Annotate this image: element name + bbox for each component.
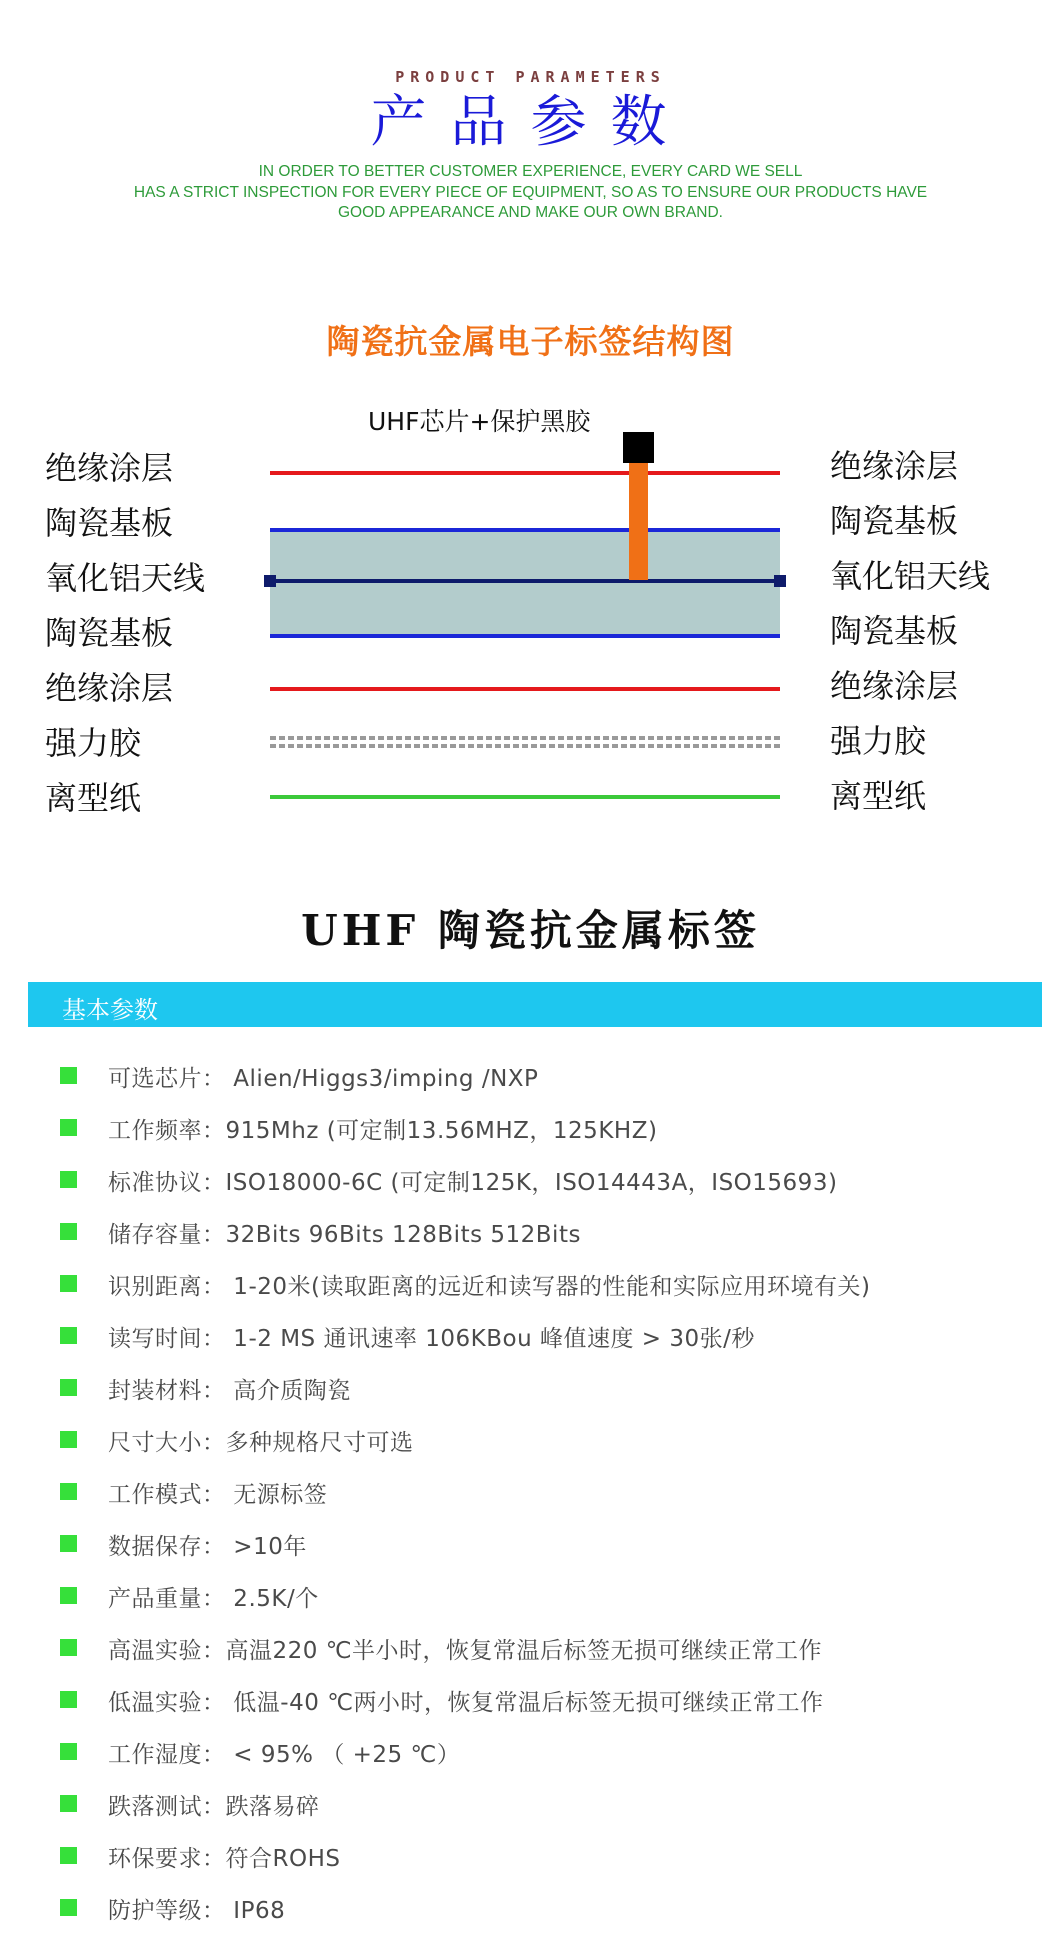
right-label-insulation-bottom: 绝缘涂层 [830,667,959,705]
param-text: 识别距离： 1-20米(读取距离的远近和读写器的性能和实际应用环境有关) [108,1274,871,1300]
param-item [60,1886,1040,1938]
square-bullet-icon [60,1223,77,1240]
param-text: 工作频率：915Mhz (可定制13.56MHZ，125KHZ) [108,1118,658,1144]
param-text: 读写时间： 1-2 MS 通讯速率 106KBou 峰值速度 > 30张/秒 [108,1326,755,1352]
cn-page-title: 产品参数 [370,90,691,155]
uhf-chip [623,432,654,463]
param-text: 工作模式： 无源标签 [108,1482,328,1508]
right-label-release-paper: 离型纸 [830,777,927,815]
square-bullet-icon [60,1483,77,1500]
chip-lead [629,458,648,580]
param-text: 数据保存： >10年 [108,1534,307,1560]
param-item [60,1210,1040,1262]
param-item [60,1418,1040,1470]
square-bullet-icon [60,1691,77,1708]
param-text: 封装材料： 高介质陶瓷 [108,1378,351,1404]
param-text: 防护等级： IP68 [108,1898,286,1924]
right-label-ceramic-bottom: 陶瓷基板 [830,612,959,650]
left-label-ceramic-top: 陶瓷基板 [45,504,174,542]
param-item [60,1574,1040,1626]
right-label-ceramic-top: 陶瓷基板 [830,502,959,540]
left-label-ceramic-bottom: 陶瓷基板 [45,614,174,652]
param-text: 可选芯片： Alien/Higgs3/imping /NXP [108,1066,539,1092]
square-bullet-icon [60,1327,77,1344]
right-label-insulation-top: 绝缘涂层 [830,447,959,485]
diagram-title: 陶瓷抗金属电子标签结构图 [326,322,735,361]
param-text: 低温实验： 低温-40 ℃两小时，恢复常温后标签无损可继续正常工作 [108,1690,824,1716]
square-bullet-icon [60,1847,77,1864]
param-item [60,1522,1040,1574]
param-text: 产品重量： 2.5K/个 [108,1586,319,1612]
param-text: 储存容量：32Bits 96Bits 128Bits 512Bits [108,1222,581,1248]
section-title: 基本参数 [62,996,158,1024]
left-label-release-paper: 离型纸 [45,779,142,817]
square-bullet-icon [60,1743,77,1760]
square-bullet-icon [60,1639,77,1656]
square-bullet-icon [60,1431,77,1448]
square-bullet-icon [60,1535,77,1552]
left-label-antenna: 氧化铝天线 [45,559,206,597]
left-label-insulation-bottom: 绝缘涂层 [45,669,174,707]
right-label-antenna: 氧化铝天线 [830,557,991,595]
left-label-insulation-top: 绝缘涂层 [45,449,174,487]
square-bullet-icon [60,1171,77,1188]
param-item [60,1626,1040,1678]
intro-line: GOOD APPEARANCE AND MAKE OUR OWN BRAND. [338,204,723,221]
square-bullet-icon [60,1275,77,1292]
left-label-adhesive: 强力胶 [45,724,142,762]
square-bullet-icon [60,1795,77,1812]
intro-line: IN ORDER TO BETTER CUSTOMER EXPERIENCE, EVERY CARD WE SELL [258,163,803,180]
chip-label: UHF芯片+保护黑胶 [368,407,591,436]
param-item [60,1262,1040,1314]
en-page-title: PRODUCT PARAMETERS [395,68,666,86]
param-item [60,1470,1040,1522]
param-text: 环保要求：符合ROHS [108,1846,341,1872]
param-text: 尺寸大小：多种规格尺寸可选 [108,1430,414,1456]
antenna-end-right [774,575,786,587]
param-text: 跌落测试：跌落易碎 [108,1794,320,1820]
antenna-end-left [264,575,276,587]
intro-line: HAS A STRICT INSPECTION FOR EVERY PIECE OF EQUIPMENT, SO AS TO ENSURE OUR PRODUCTS HAVE [133,183,928,201]
section-header-basic-params [28,982,1042,1027]
square-bullet-icon [60,1379,77,1396]
square-bullet-icon [60,1067,77,1084]
param-item [60,1054,1040,1106]
param-item [60,1106,1040,1158]
param-text: 工作湿度： < 95% （ +25 ℃） [108,1742,461,1768]
right-label-adhesive: 强力胶 [830,722,927,760]
param-item [60,1366,1040,1418]
param-text: 标准协议：ISO18000-6C (可定制125K，ISO14443A，ISO15693) [108,1170,838,1196]
param-item [60,1730,1040,1782]
param-item [60,1678,1040,1730]
param-item [60,1782,1040,1834]
square-bullet-icon [60,1119,77,1136]
product-title: UHF 陶瓷抗金属标签 [301,906,760,955]
param-item [60,1158,1040,1210]
param-text: 高温实验：高温220 ℃半小时，恢复常温后标签无损可继续正常工作 [108,1638,823,1664]
param-item [60,1834,1040,1886]
param-item [60,1314,1040,1366]
square-bullet-icon [60,1587,77,1604]
square-bullet-icon [60,1899,77,1916]
